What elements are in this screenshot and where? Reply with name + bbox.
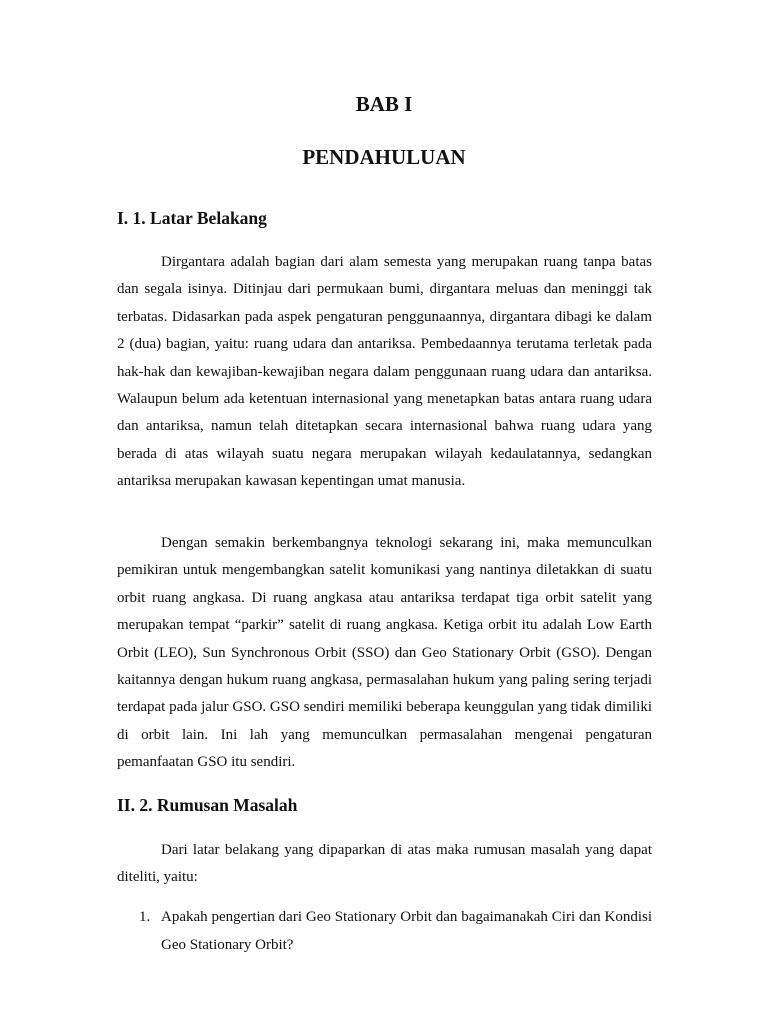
list-item-text: Apakah pengertian dari Geo Stationary Orbit dan bagaimanakah Ciri dan Kondisi Geo Stationary Orbit? xyxy=(161,909,652,953)
list-item-number: 1. xyxy=(139,909,151,925)
section-heading-problem-statement: II. 2. Rumusan Masalah xyxy=(117,795,298,815)
paragraph-background-1: Dirgantara adalah bagian dari alam semesta yang merupakan ruang tanpa batas dan segala isinya. Ditinjau dari permukaan bumi, dirgantara meluas dan meninggi tak terbatas. Didasarkan pada aspek pengaturan penggunaannya, dirgantara dibagi ke dalam 2 (dua) bagian, yaitu: ruang udara dan antariksa. Pembedaannya terutama terletak pada hak-hak dan kewajiban-kewajiban negara dalam penggunaan ruang udara dan antariksa. Walaupun belum ada ketentuan internasional yang menetapkan batas antara ruang udara dan antariksa, namun telah ditetapkan secara internasional bahwa ruang udara yang berada di atas wilayah suatu negara merupakan wilayah kedaulatannya, sedangkan antariksa merupakan kawasan kepentingan umat manusia. xyxy=(117,254,652,490)
chapter-title: PENDAHULUAN xyxy=(302,145,466,169)
list-item xyxy=(117,903,652,959)
paragraph-background-2: Dengan semakin berkembangnya teknologi sekarang ini, maka memunculkan pemikiran untuk mengembangkan satelit komunikasi yang nantinya diletakkan di suatu orbit ruang angkasa. Di ruang angkasa atau antariksa terdapat tiga orbit satelit yang merupakan tempat “parkir” satelit di ruang angkasa. Ketiga orbit itu adalah Low Earth Orbit (LEO), Sun Synchronous Orbit (SSO) dan Geo Stationary Orbit (GSO). Dengan kaitannya dengan hukum ruang angkasa, permasalahan hukum yang paling sering terjadi terdapat pada jalur GSO. GSO sendiri memiliki beberapa keunggulan yang tidak dimiliki di orbit lain. Ini lah yang memunculkan permasalahan mengenai pengaturan pemanfaatan GSO itu sendiri. xyxy=(117,535,652,771)
paragraph-problem-intro: Dari latar belakang yang dipaparkan di atas maka rumusan masalah yang dapat diteliti, yaitu: xyxy=(117,842,652,886)
section-heading-background: I. 1. Latar Belakang xyxy=(117,208,267,228)
problem-list xyxy=(117,903,652,959)
chapter-number: BAB I xyxy=(355,92,413,116)
